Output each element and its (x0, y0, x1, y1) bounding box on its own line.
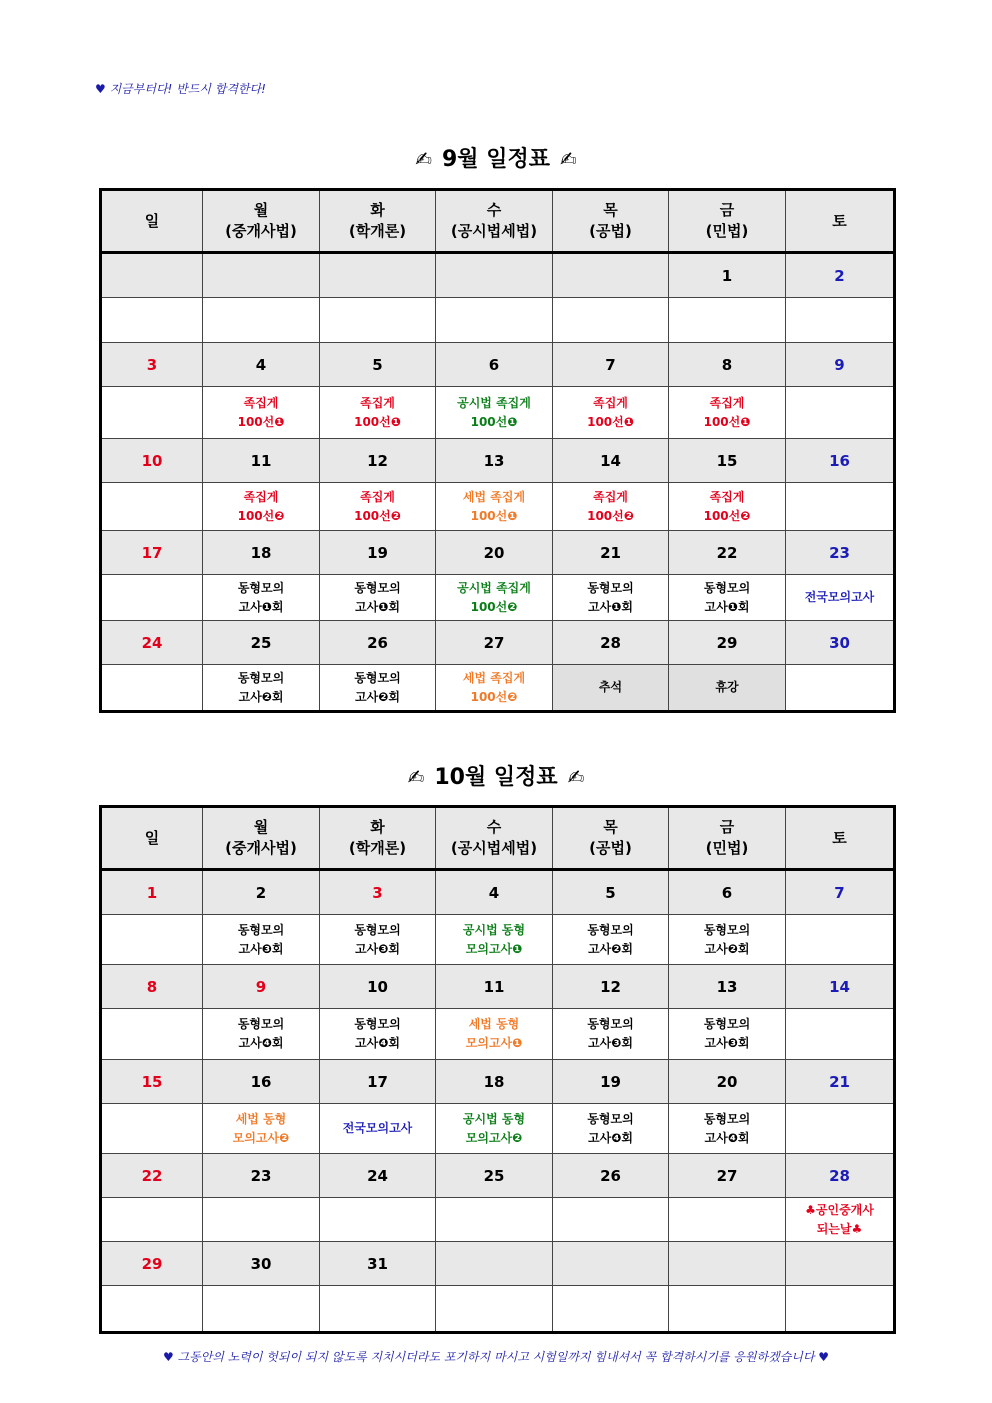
date-cell: 11 (436, 965, 553, 1009)
date-cell (669, 1242, 786, 1286)
date-cell: 26 (553, 1154, 669, 1198)
event-text: 모의고사❷ (232, 1130, 290, 1145)
event-text: 족집게 (243, 489, 279, 504)
date-cell: 6 (436, 343, 553, 387)
event-text: 동형모의 (587, 580, 634, 595)
date-cell: 2 (203, 870, 320, 915)
event-text: 동형모의 (587, 922, 634, 937)
event-cell (786, 1009, 895, 1060)
event-row (101, 298, 895, 343)
event-cell (786, 387, 895, 439)
event-cell (436, 665, 553, 712)
date-cell: 26 (320, 621, 436, 665)
weekday-label: 목 (603, 201, 618, 219)
event-text: 100선❶ (470, 508, 518, 523)
event-cell (101, 387, 203, 439)
date-cell: 3 (101, 343, 203, 387)
weekday-header (553, 807, 669, 870)
date-cell: 21 (553, 531, 669, 575)
event-text: 족집게 (709, 395, 745, 410)
event-text: 고사❶회 (704, 599, 750, 614)
event-text: 동형모의 (703, 1017, 751, 1031)
date-cell: 5 (320, 343, 436, 387)
date-cell: 18 (436, 1060, 553, 1104)
event-cell (669, 915, 786, 965)
event-cell (669, 298, 786, 343)
event-text: 100선❷ (470, 599, 518, 614)
month-title: 9월 일정표 (442, 147, 550, 172)
event-text: 동형모의 (354, 1017, 401, 1031)
event-cell (786, 665, 895, 712)
date-cell: 12 (320, 439, 436, 483)
weekday-label: 일 (144, 211, 160, 230)
event-text: 고사❷회 (238, 689, 284, 704)
event-cell (436, 915, 553, 965)
weekday-header (436, 190, 553, 253)
event-cell (553, 665, 669, 712)
event-text: 모의고사❶ (465, 941, 523, 956)
event-text: 족집게 (360, 395, 395, 410)
event-text: 공시법 족집게 (457, 580, 531, 595)
event-cell (101, 1104, 203, 1154)
event-cell (101, 1198, 203, 1242)
weekday-label: 토 (832, 828, 847, 847)
event-text: 동형모의 (354, 580, 401, 595)
event-cell (436, 575, 553, 621)
date-cell (436, 1242, 553, 1286)
date-cell: 17 (320, 1060, 436, 1104)
date-row (101, 870, 895, 915)
event-text: 고사❷회 (588, 941, 633, 956)
date-cell: 22 (669, 531, 786, 575)
pen-writing-icon: ✍ (559, 147, 577, 171)
date-cell: 3 (320, 870, 436, 915)
event-text: 동형모의 (237, 1017, 285, 1031)
event-cell (101, 915, 203, 965)
date-cell (101, 253, 203, 298)
event-row (101, 1009, 895, 1060)
event-text: 동형모의 (587, 1017, 634, 1031)
weekday-label: 월 (253, 818, 269, 836)
date-row (101, 965, 895, 1009)
weekday-label: 수 (486, 201, 502, 219)
date-cell: 14 (553, 439, 669, 483)
date-cell: 7 (786, 870, 895, 915)
event-text: 고사❷회 (355, 689, 400, 704)
october-title (0, 760, 992, 791)
weekday-label: 금 (719, 818, 735, 836)
event-cell (101, 575, 203, 621)
event-text: 고사❷회 (704, 941, 750, 956)
date-cell: 19 (320, 531, 436, 575)
event-text: 고사❹회 (238, 1036, 284, 1050)
weekday-header (320, 190, 436, 253)
event-text: 동형모의 (354, 922, 401, 937)
event-cell (553, 1198, 669, 1242)
weekday-header (786, 190, 895, 253)
event-cell (203, 665, 320, 712)
event-cell (320, 387, 436, 439)
date-cell: 2 (786, 253, 895, 298)
event-text: 고사❹회 (588, 1130, 633, 1145)
event-cell (320, 1286, 436, 1333)
weekday-header (203, 807, 320, 870)
event-cell (669, 1198, 786, 1242)
event-text: 동형모의 (237, 580, 285, 595)
date-cell: 16 (786, 439, 895, 483)
event-row (101, 387, 895, 439)
date-cell (553, 1242, 669, 1286)
event-cell (203, 915, 320, 965)
event-cell (203, 575, 320, 621)
date-cell: 4 (436, 870, 553, 915)
date-cell: 9 (786, 343, 895, 387)
event-row (101, 665, 895, 712)
weekday-label: 일 (144, 828, 160, 847)
date-cell: 23 (203, 1154, 320, 1198)
event-text: 고사❹회 (704, 1130, 750, 1145)
event-text: 고사❸회 (238, 941, 284, 956)
event-text: 100선❶ (703, 414, 751, 429)
event-cell (786, 483, 895, 531)
date-row (101, 1154, 895, 1198)
event-cell (553, 915, 669, 965)
date-cell: 28 (553, 621, 669, 665)
date-cell: 15 (101, 1060, 203, 1104)
weekday-header (101, 190, 203, 253)
event-cell (203, 1104, 320, 1154)
date-cell: 20 (669, 1060, 786, 1104)
september-calendar-table (99, 188, 896, 713)
event-text: 100선❷ (703, 508, 751, 523)
weekday-header (436, 807, 553, 870)
event-cell (786, 575, 895, 621)
event-cell (203, 298, 320, 343)
weekday-header (101, 807, 203, 870)
weekday-subject: (중개사법) (225, 222, 297, 240)
event-cell (553, 483, 669, 531)
event-text: ♣공인중개사 (805, 1202, 874, 1217)
date-cell: 8 (101, 965, 203, 1009)
event-text: 공시법 동형 (462, 1111, 526, 1126)
event-row (101, 915, 895, 965)
event-cell (553, 387, 669, 439)
weekday-header-row (101, 807, 895, 870)
event-cell (320, 298, 436, 343)
event-row (101, 1198, 895, 1242)
date-cell: 21 (786, 1060, 895, 1104)
header-note: ♥ 지금부터다! 반드시 합격한다! (95, 82, 266, 96)
date-cell: 4 (203, 343, 320, 387)
weekday-label: 화 (370, 201, 385, 219)
event-text: 100선❶ (354, 414, 401, 429)
event-text: 세법 족집게 (462, 670, 526, 685)
date-row (101, 253, 895, 298)
event-cell (320, 1009, 436, 1060)
event-cell (203, 387, 320, 439)
date-cell: 6 (669, 870, 786, 915)
weekday-label: 수 (486, 818, 502, 836)
date-cell: 12 (553, 965, 669, 1009)
event-cell (101, 483, 203, 531)
weekday-label: 화 (370, 818, 385, 836)
event-text: 세법 족집게 (462, 489, 526, 504)
event-text: 100선❷ (587, 508, 634, 523)
event-cell (203, 1286, 320, 1333)
month-title: 10월 일정표 (434, 765, 558, 790)
event-cell (553, 1286, 669, 1333)
event-text: 전국모의고사 (342, 1121, 413, 1135)
date-row (101, 1060, 895, 1104)
weekday-label: 금 (719, 201, 735, 219)
event-cell (436, 1198, 553, 1242)
event-text: 족집게 (243, 395, 279, 410)
event-cell (436, 1009, 553, 1060)
weekday-subject: (공시법세법) (450, 839, 538, 857)
date-cell: 19 (553, 1060, 669, 1104)
date-cell: 8 (669, 343, 786, 387)
date-cell: 14 (786, 965, 895, 1009)
weekday-header-row (101, 190, 895, 253)
event-cell (436, 387, 553, 439)
date-cell: 1 (669, 253, 786, 298)
event-cell (786, 915, 895, 965)
event-text: 족집게 (709, 489, 745, 504)
weekday-subject: (중개사법) (225, 839, 297, 857)
date-cell: 11 (203, 439, 320, 483)
event-text: 동형모의 (237, 922, 285, 937)
date-cell: 1 (101, 870, 203, 915)
date-cell: 25 (203, 621, 320, 665)
event-row (101, 483, 895, 531)
event-text: 족집게 (593, 489, 628, 504)
weekday-label: 토 (832, 211, 847, 230)
event-text: 고사❸회 (355, 941, 400, 956)
event-text: 100선❶ (587, 414, 634, 429)
event-cell (101, 298, 203, 343)
event-cell (101, 1286, 203, 1333)
event-cell (553, 575, 669, 621)
event-cell (669, 1009, 786, 1060)
event-cell (669, 483, 786, 531)
event-cell (669, 1104, 786, 1154)
date-cell: 10 (320, 965, 436, 1009)
event-text: 고사❶회 (355, 599, 400, 614)
event-text: 되는날♣ (816, 1221, 863, 1236)
date-cell: 20 (436, 531, 553, 575)
event-cell (320, 665, 436, 712)
date-cell: 17 (101, 531, 203, 575)
pen-writing-icon: ✍ (415, 147, 432, 171)
event-text: 공시법 동형 (462, 922, 526, 937)
date-cell: 5 (553, 870, 669, 915)
event-cell (203, 1198, 320, 1242)
pen-writing-icon: ✍ (407, 765, 425, 789)
date-cell (553, 253, 669, 298)
event-text: 모의고사❶ (465, 1036, 523, 1050)
date-cell: 23 (786, 531, 895, 575)
event-cell (320, 483, 436, 531)
event-cell (786, 298, 895, 343)
event-text: 휴강 (715, 680, 739, 694)
date-cell: 28 (786, 1154, 895, 1198)
event-row (101, 1286, 895, 1333)
date-cell: 15 (669, 439, 786, 483)
event-text: 족집게 (360, 489, 395, 504)
event-cell (101, 1009, 203, 1060)
date-cell (436, 253, 553, 298)
pen-writing-icon: ✍ (567, 765, 585, 789)
date-cell (320, 253, 436, 298)
date-cell: 18 (203, 531, 320, 575)
event-text: 100선❶ (470, 414, 518, 429)
september-title (0, 142, 992, 173)
date-cell (786, 1242, 895, 1286)
event-row (101, 1104, 895, 1154)
weekday-subject: (학개론) (348, 839, 407, 857)
date-cell: 27 (669, 1154, 786, 1198)
event-cell (320, 915, 436, 965)
event-text: 세법 동형 (468, 1017, 520, 1031)
event-text: 족집게 (593, 395, 628, 410)
weekday-header (203, 190, 320, 253)
october-calendar-table (99, 805, 896, 1334)
weekday-subject: (민법) (705, 222, 749, 240)
footer-note: ♥ 그동안의 노력이 헛되이 되지 않도록 지치시더라도 포기하지 마시고 시험일까지 힘내셔서 꼭 합격하시기를 응원하겠습니다 ♥ (162, 1350, 830, 1364)
event-cell (669, 1286, 786, 1333)
event-cell (669, 387, 786, 439)
event-text: 모의고사❷ (465, 1130, 523, 1145)
weekday-header (320, 807, 436, 870)
event-text: 동형모의 (703, 922, 751, 937)
event-text: 동형모의 (237, 670, 285, 685)
weekday-label: 월 (253, 201, 269, 219)
event-cell (203, 483, 320, 531)
event-text: 동형모의 (703, 1111, 751, 1126)
date-cell: 29 (101, 1242, 203, 1286)
event-text: 공시법 족집게 (457, 395, 531, 410)
weekday-header (786, 807, 895, 870)
date-cell: 24 (320, 1154, 436, 1198)
event-cell (436, 298, 553, 343)
date-row (101, 343, 895, 387)
date-row (101, 621, 895, 665)
weekday-header (669, 190, 786, 253)
weekday-header (669, 807, 786, 870)
date-cell: 9 (203, 965, 320, 1009)
weekday-subject: (공법) (589, 222, 632, 240)
event-text: 고사❶회 (588, 599, 633, 614)
weekday-subject: (민법) (705, 839, 749, 857)
date-cell: 13 (669, 965, 786, 1009)
event-text: 고사❹회 (355, 1036, 400, 1050)
date-cell (203, 253, 320, 298)
event-cell (553, 1009, 669, 1060)
event-cell (203, 1009, 320, 1060)
weekday-subject: (공시법세법) (450, 222, 538, 240)
event-text: 동형모의 (587, 1111, 634, 1126)
date-cell: 30 (786, 621, 895, 665)
date-cell: 13 (436, 439, 553, 483)
event-row (101, 575, 895, 621)
event-cell (786, 1286, 895, 1333)
event-text: 고사❶회 (238, 599, 284, 614)
event-text: 100선❷ (354, 508, 401, 523)
event-cell (320, 575, 436, 621)
date-cell: 10 (101, 439, 203, 483)
date-row (101, 1242, 895, 1286)
event-text: 동형모의 (354, 670, 401, 685)
event-cell (669, 575, 786, 621)
event-cell (101, 665, 203, 712)
event-cell (786, 1104, 895, 1154)
date-row (101, 531, 895, 575)
event-text: 100선❷ (237, 508, 285, 523)
date-cell: 31 (320, 1242, 436, 1286)
event-cell (553, 1104, 669, 1154)
event-text: 전국모의고사 (804, 590, 875, 604)
event-text: 세법 동형 (235, 1111, 287, 1126)
event-cell (786, 1198, 895, 1242)
event-text: 100선❷ (470, 689, 518, 704)
event-cell (436, 483, 553, 531)
event-cell (669, 665, 786, 712)
event-text: 고사❸회 (704, 1036, 750, 1050)
event-cell (320, 1104, 436, 1154)
date-cell: 16 (203, 1060, 320, 1104)
date-cell: 24 (101, 621, 203, 665)
date-cell: 29 (669, 621, 786, 665)
weekday-subject: (공법) (589, 839, 632, 857)
event-text: 100선❶ (237, 414, 285, 429)
weekday-subject: (학개론) (348, 222, 407, 240)
event-cell (320, 1198, 436, 1242)
event-cell (436, 1286, 553, 1333)
event-cell (436, 1104, 553, 1154)
event-text: 고사❸회 (588, 1036, 633, 1050)
date-row (101, 439, 895, 483)
weekday-label: 목 (603, 818, 618, 836)
date-cell: 7 (553, 343, 669, 387)
date-cell: 22 (101, 1154, 203, 1198)
date-cell: 30 (203, 1242, 320, 1286)
date-cell: 25 (436, 1154, 553, 1198)
event-text: 추석 (598, 680, 623, 694)
date-cell: 27 (436, 621, 553, 665)
event-cell (553, 298, 669, 343)
weekday-header (553, 190, 669, 253)
event-text: 동형모의 (703, 580, 751, 595)
